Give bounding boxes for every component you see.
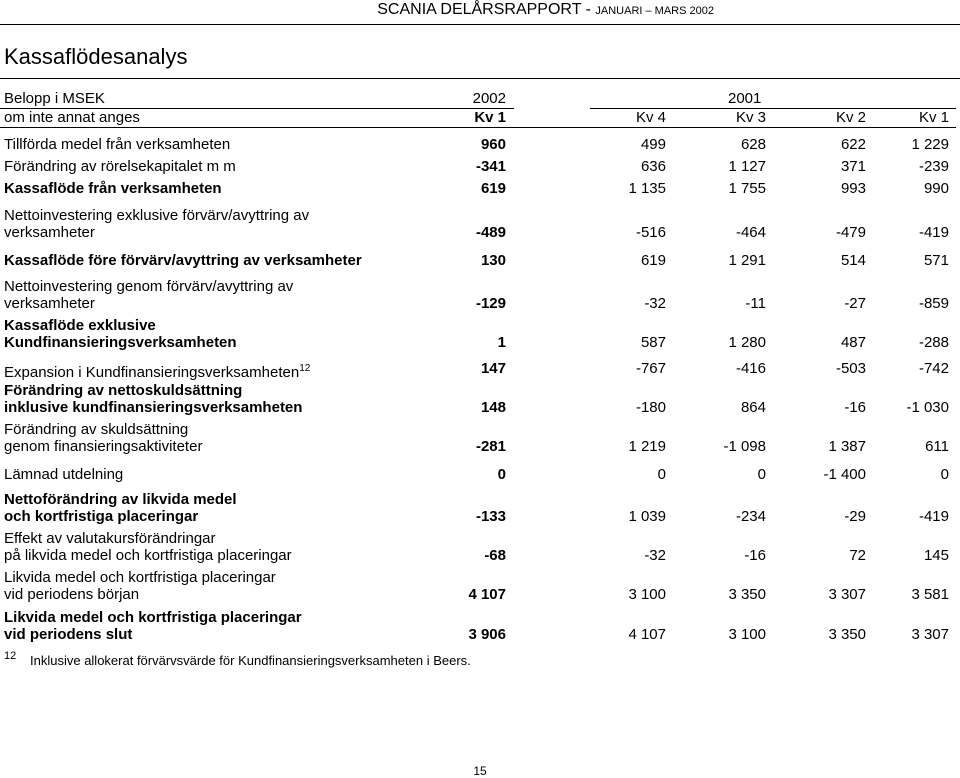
value-cell: -416 [735,360,766,377]
value-cell: 3 307 [911,626,949,643]
row-label-text: verksamheter [4,295,95,312]
value-cell: -11 [745,295,766,312]
value-cell: 993 [840,180,866,197]
row-label [4,296,95,312]
year-prior: 2001 [728,90,762,107]
value-cell: 499 [640,136,666,153]
value-cell: -1 030 [906,399,949,416]
value-cell: 147 [480,360,506,377]
value-cell: 1 135 [628,180,666,197]
value-cell: 990 [923,180,949,197]
row-label [4,422,188,438]
row-label-text: Tillförda medel från verksamheten [4,136,231,153]
row-label [4,400,302,416]
value-cell: -129 [475,295,506,312]
footnote-number: 12 [4,650,17,662]
value-cell: 3 906 [468,626,506,643]
row-label-text: Förändring av skuldsättning [4,421,189,438]
header-underline [590,108,956,109]
row-label-text: Expansion i Kundfinansieringsverksamheten [4,364,300,381]
year-current: 2002 [472,90,506,107]
row-label [4,208,309,224]
row-label-text: på likvida medel och kortfristiga placeringar [4,547,292,564]
header-underline [0,108,514,109]
value-cell: 636 [640,158,666,175]
value-cell: -767 [635,360,666,377]
value-cell: -341 [475,158,506,175]
value-cell: 145 [923,547,949,564]
quarter-header: Kv 4 [635,109,666,126]
row-label [4,361,310,381]
value-cell: -419 [918,224,949,241]
value-cell: -239 [918,158,949,175]
value-cell: 1 755 [728,180,766,197]
row-label [4,181,222,197]
value-cell: 1 039 [628,508,666,525]
value-cell: -29 [844,508,866,525]
row-label-text: Kassaflöde exklusive [4,317,156,334]
value-cell: 3 350 [828,626,866,643]
quarter-header: Kv 1 [918,109,949,126]
unit-label-sub: om inte annat anges [4,109,140,126]
value-cell: -288 [918,334,949,351]
row-label-text: vid periodens början [4,586,140,603]
row-label [4,225,95,241]
header-underline [0,127,956,128]
value-cell: -503 [835,360,866,377]
value-cell: -1 098 [723,438,766,455]
value-cell: 1 229 [911,136,949,153]
value-cell: 619 [480,180,506,197]
value-cell: 371 [840,158,866,175]
value-cell: -32 [644,547,666,564]
value-cell: 622 [840,136,866,153]
row-label [4,279,293,295]
row-label-text: verksamheter [4,224,95,241]
value-cell: -133 [475,508,506,525]
report-header [377,1,714,19]
value-cell: 3 100 [628,586,666,603]
quarter-header: Kv 1 [474,109,506,126]
row-label [4,531,216,547]
row-label-text: Nettoförändring av likvida medel [4,491,237,508]
row-label-text: Nettoinvestering genom förvärv/avyttring av [4,278,294,295]
value-cell: 1 [497,334,506,351]
value-cell: 0 [497,466,506,483]
value-cell: -281 [475,438,506,455]
row-label-text: Kassaflöde före förvärv/avyttring av verksamheter [4,252,362,269]
value-cell: 3 581 [911,586,949,603]
value-cell: -16 [744,547,766,564]
row-label [4,570,276,586]
value-cell: 864 [740,399,766,416]
row-label-text: vid periodens slut [4,626,133,643]
value-cell: -27 [844,295,866,312]
value-cell: 3 100 [728,626,766,643]
row-label [4,335,237,351]
value-cell: -180 [635,399,666,416]
row-label [4,492,237,508]
value-cell: 514 [840,252,866,269]
report-period: JANUARI – MARS 2002 [595,5,714,17]
footnote-reference: 12 [299,363,311,374]
row-label [4,439,202,455]
title-rule [0,78,960,79]
value-cell: 3 350 [728,586,766,603]
row-label-text: inklusive kundfinansieringsverksamheten [4,399,303,416]
value-cell: -479 [835,224,866,241]
value-cell: 1 291 [728,252,766,269]
row-label [4,159,236,175]
footnote-text: Inklusive allokerat förvärvsvärde för Kundfinansieringsverksamheten i Beers. [30,653,471,668]
value-cell: 487 [840,334,866,351]
quarter-header: Kv 2 [835,109,866,126]
row-label [4,610,302,626]
row-label [4,318,156,334]
value-cell: 148 [480,399,506,416]
value-cell: -68 [484,547,506,564]
row-label-text: Kundfinansieringsverksamheten [4,334,237,351]
value-cell: 4 107 [468,586,506,603]
row-label-text: Likvida medel och kortfristiga placeringar [4,609,302,626]
value-cell: 130 [480,252,506,269]
quarter-header: Kv 3 [735,109,766,126]
value-cell: 960 [480,136,506,153]
value-cell: -1 400 [823,466,866,483]
row-label [4,627,132,643]
value-cell: -742 [918,360,949,377]
value-cell: 587 [640,334,666,351]
value-cell: -16 [844,399,866,416]
value-cell: 0 [757,466,766,483]
row-label-text: Effekt av valutakursförändringar [4,530,216,547]
row-label [4,467,123,483]
value-cell: 628 [740,136,766,153]
row-label-text: Lämnad utdelning [4,466,124,483]
value-cell: 1 219 [628,438,666,455]
value-cell: 0 [657,466,666,483]
value-cell: -419 [918,508,949,525]
value-cell: 4 107 [628,626,666,643]
row-label-text: Förändring av rörelsekapitalet m m [4,158,236,175]
value-cell: -32 [644,295,666,312]
value-cell: 0 [940,466,949,483]
row-label-text: genom finansieringsaktiviteter [4,438,203,455]
report-title: SCANIA DELÅRSRAPPORT - [377,1,596,18]
row-label [4,509,198,525]
row-label [4,137,230,153]
row-label-text: Kassaflöde från verksamheten [4,180,222,197]
row-label-text: Likvida medel och kortfristiga placeringar [4,569,276,586]
row-label [4,383,242,399]
row-label [4,253,362,269]
row-label [4,587,139,603]
value-cell: 619 [640,252,666,269]
value-cell: 1 387 [828,438,866,455]
header-rule [0,24,960,25]
page-number: 15 [473,764,487,778]
row-label-text: Nettoinvestering exklusive förvärv/avyttring av [4,207,310,224]
value-cell: 72 [849,547,866,564]
value-cell: 1 280 [728,334,766,351]
row-label-text: Förändring av nettoskuldsättning [4,382,243,399]
value-cell: 3 307 [828,586,866,603]
section-title: Kassaflödesanalys [4,44,188,69]
value-cell: 611 [925,438,949,455]
value-cell: -859 [918,295,949,312]
row-label-text: och kortfristiga placeringar [4,508,199,525]
value-cell: 571 [923,252,949,269]
unit-label: Belopp i MSEK [4,90,105,107]
value-cell: -234 [735,508,766,525]
row-label [4,548,292,564]
value-cell: -489 [475,224,506,241]
value-cell: -464 [735,224,766,241]
value-cell: 1 127 [728,158,766,175]
value-cell: -516 [635,224,666,241]
